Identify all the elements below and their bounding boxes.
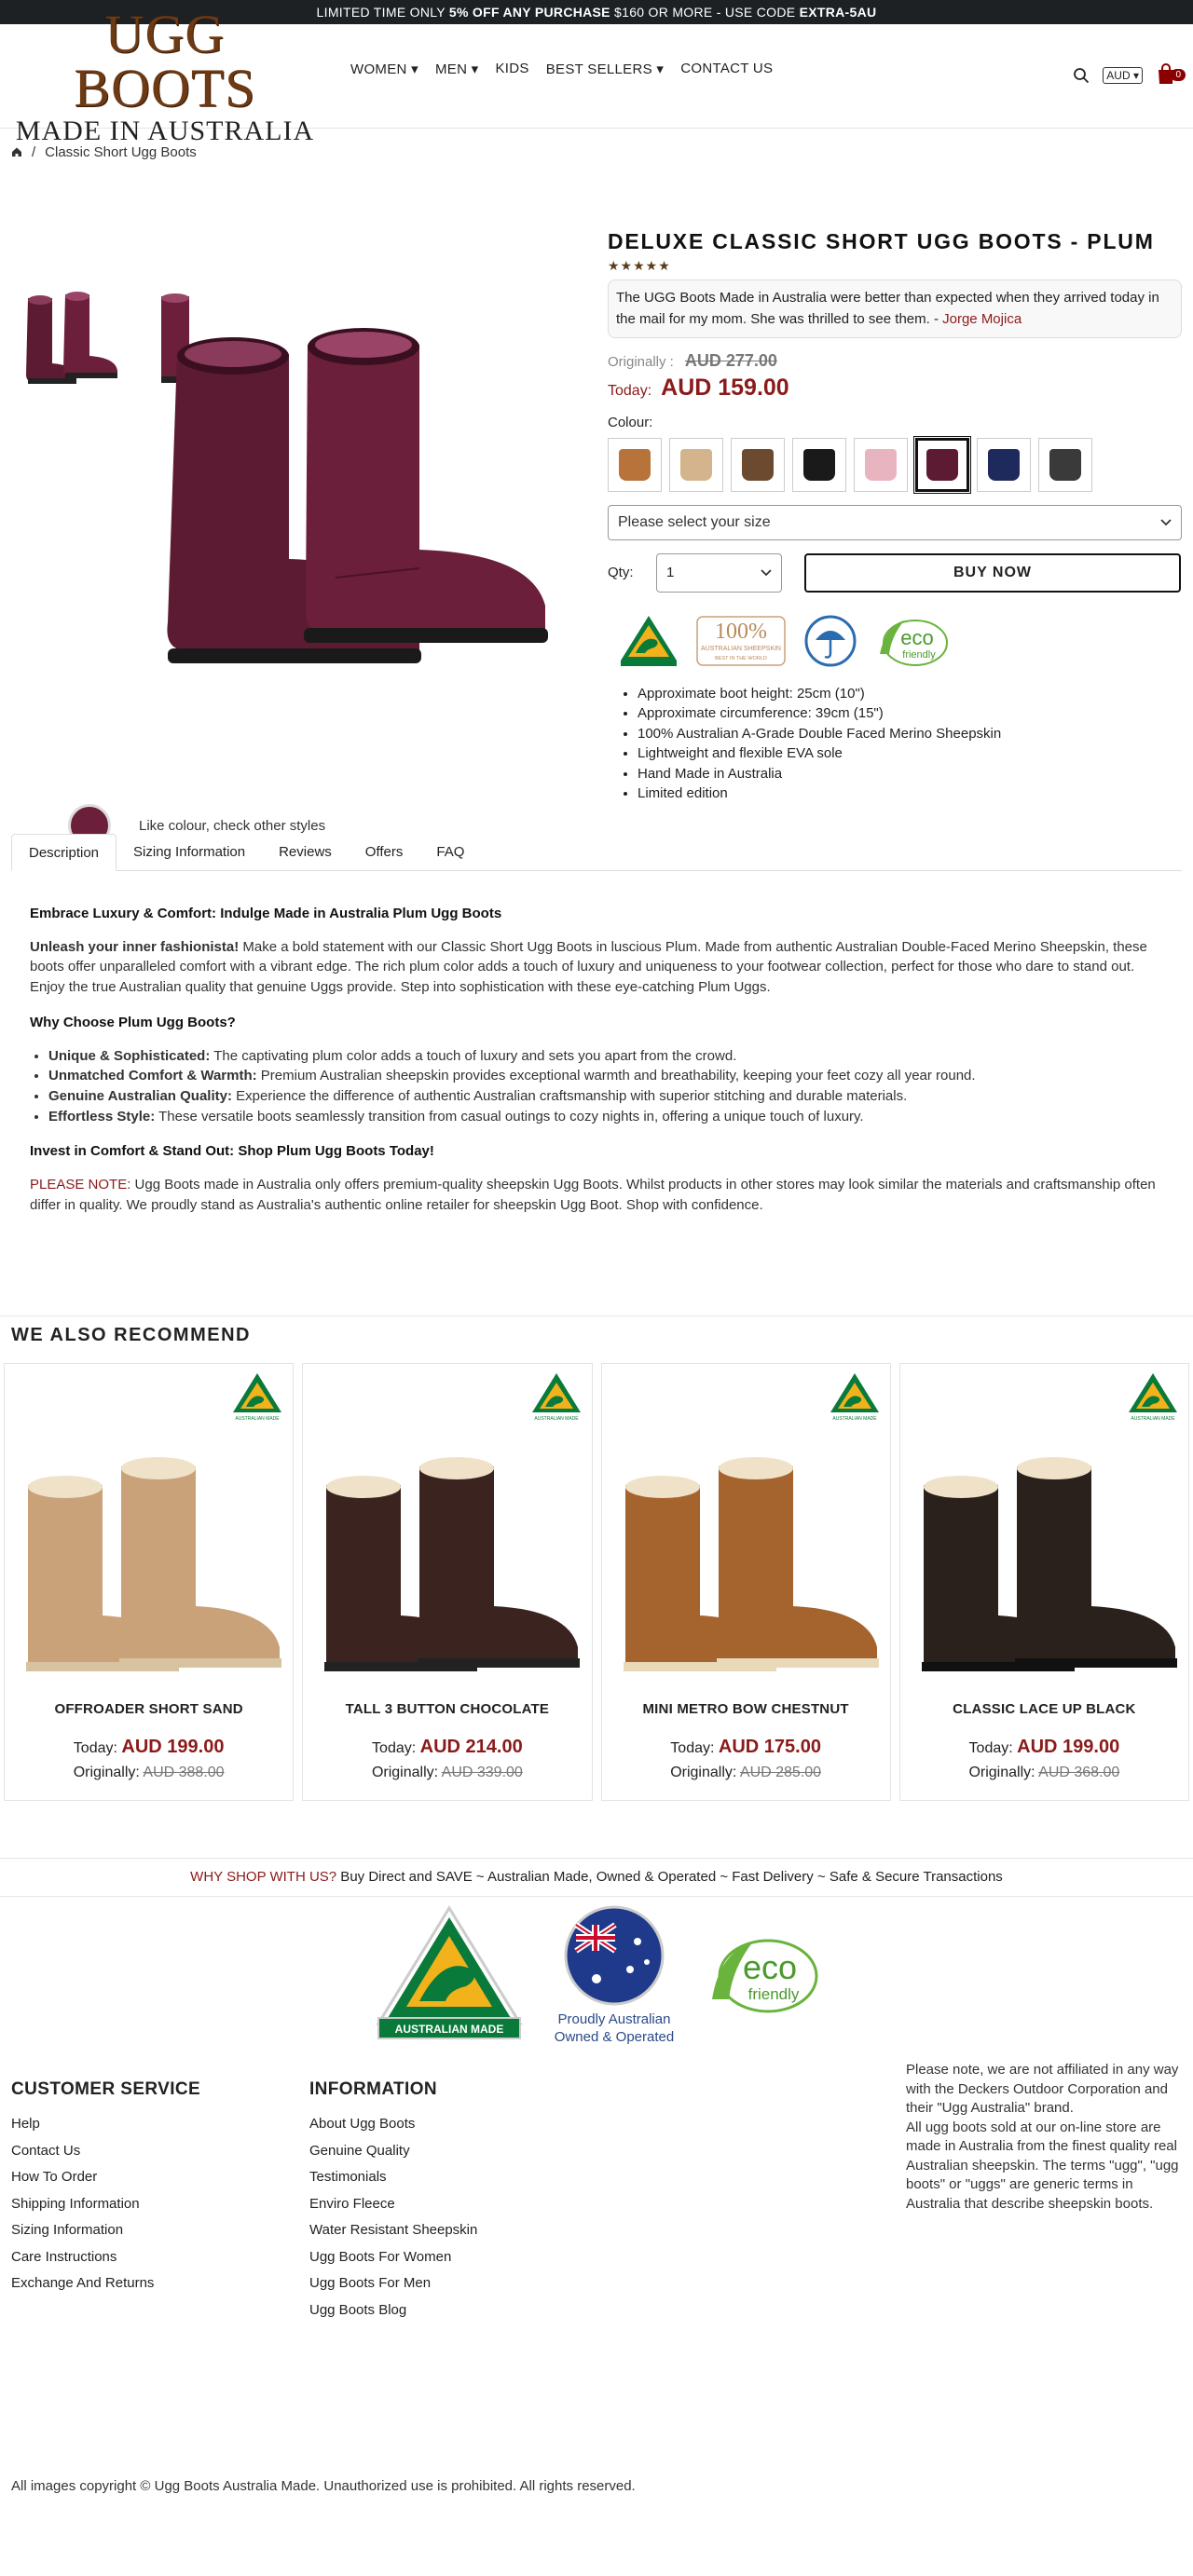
footer-logos <box>373 1904 824 2046</box>
feature-item: • Approximate boot height: 25cm (10") <box>638 684 1182 704</box>
information-link[interactable]: Ugg Boots Blog <box>309 2301 407 2318</box>
why-shop-bar <box>0 1858 1193 1897</box>
breadcrumb-current[interactable]: Classic Short Ugg Boots <box>45 143 197 160</box>
product-card-today <box>303 1737 591 1758</box>
nav-best-sellers[interactable]: BEST SELLERS ▾ <box>545 61 665 77</box>
review-text: The UGG Boots Made in Australia were better than expected when they arrived today in the mail for my mom. She was thrilled to see them. - <box>616 290 1159 328</box>
chevron-down-icon <box>1160 519 1172 526</box>
product-main-image[interactable] <box>149 298 578 801</box>
svg-text:AUSTRALIAN MADE: AUSTRALIAN MADE <box>832 1416 877 1422</box>
thumbnail-side-view[interactable] <box>21 289 137 391</box>
rating-stars[interactable]: ★★★★★ <box>608 258 671 273</box>
invest-heading: Invest in Comfort & Stand Out: Shop Plum Ugg Boots Today! <box>30 1143 434 1160</box>
proudly-australian-badge <box>544 1904 684 2046</box>
product-card[interactable] <box>601 1363 891 1801</box>
lead-text: Make a bold statement with our Classic Short Ugg Boots in luscious Plum. Made from authentic Australian Double-Faced Merino Sheepskin, these boots offer unparalleled comfort with a vibrant edge. The rich plum color adds a touch of luxury and uniqueness to your footwear collection, perfect for those who dare to stand out. Enjoy the true Australian quality that genuine Uggs provide. Step into sophistication with these eye-catching Plum Uggs. <box>30 938 1147 996</box>
recommend-title: WE ALSO RECOMMEND <box>11 1325 251 1345</box>
australian-made-icon <box>829 1371 881 1422</box>
benefit-title: Effortless Style: <box>48 1108 156 1124</box>
benefit-text: These versatile boots seamlessly transition from casual outings to cozy nights in, offering a unique touch of luxury. <box>155 1108 864 1124</box>
swatch-boot-icon <box>1049 449 1081 481</box>
tab-offers[interactable]: Offers <box>364 844 404 860</box>
colour-swatch[interactable] <box>915 438 969 492</box>
customer-service-link[interactable]: Shipping Information <box>11 2195 140 2212</box>
colour-label: Colour: <box>608 414 653 430</box>
swatch-boot-icon <box>926 449 958 481</box>
original-price: AUD 339.00 <box>441 1765 523 1780</box>
benefit-text: Experience the difference of authentic Australian craftsmanship with superior stitching and durable materials. <box>231 1087 908 1104</box>
original-label: Originally: <box>670 1765 737 1780</box>
australian-made-icon <box>530 1371 583 1422</box>
recommendations <box>0 1325 1193 1801</box>
why-choose-heading: Why Choose Plum Ugg Boots? <box>30 1014 236 1030</box>
original-price-label: Originally : <box>608 353 674 370</box>
disclaimer-1: Please note, we are not affiliated in any way with the Deckers Outdoor Corporation and their "Ugg Australia" brand. <box>906 2062 1179 2116</box>
colour-swatch[interactable] <box>977 438 1031 492</box>
feature-item: • 100% Australian A-Grade Double Faced Merino Sheepskin <box>638 724 1182 744</box>
benefit-item <box>48 1046 1169 1067</box>
quantity-row <box>608 553 1182 593</box>
qty-label: Qty: <box>608 565 634 580</box>
feature-item: • Lightweight and flexible EVA sole <box>638 743 1182 764</box>
information-link[interactable]: Ugg Boots For Men <box>309 2275 432 2291</box>
nav-kids[interactable]: KIDS <box>495 60 529 76</box>
customer-service-link[interactable]: Care Instructions <box>11 2248 117 2265</box>
size-select[interactable] <box>608 505 1182 540</box>
benefit-title: Unmatched Comfort & Warmth: <box>48 1068 257 1084</box>
promo-highlight: 5% OFF ANY PURCHASE <box>448 5 610 20</box>
benefit-list <box>30 1046 1169 1127</box>
benefit-item <box>48 1086 1169 1107</box>
benefit-title: Unique & Sophisticated: <box>48 1047 211 1064</box>
today-label: Today: <box>968 1740 1013 1756</box>
product-card-image <box>9 1429 289 1681</box>
currency-select[interactable]: AUD ▾ <box>1103 67 1143 84</box>
footer-information <box>309 2079 477 2324</box>
home-icon[interactable] <box>11 146 22 157</box>
trust-badges <box>608 613 1182 669</box>
feature-item: • Approximate circumference: 39cm (15") <box>638 703 1182 724</box>
swatch-boot-icon <box>742 449 774 481</box>
eco-friendly-logo <box>703 1925 824 2027</box>
svg-text:AUSTRALIAN MADE: AUSTRALIAN MADE <box>533 1416 579 1422</box>
swatch-boot-icon <box>803 449 835 481</box>
today-price-row <box>608 375 1182 402</box>
cart-button[interactable] <box>1156 63 1180 88</box>
information-link[interactable]: Water Resistant Sheepskin <box>309 2222 478 2238</box>
swatch-boot-icon <box>865 449 897 481</box>
australian-made-logo <box>619 614 679 668</box>
today-label: Today: <box>73 1740 117 1756</box>
promo-code: EXTRA-5AU <box>799 5 877 20</box>
proudly-line-2: Owned & Operated <box>554 2029 675 2045</box>
australian-sheepskin-badge <box>693 614 788 668</box>
product-card-name[interactable]: CLASSIC LACE UP BLACK <box>953 1701 1136 1717</box>
nav-women[interactable]: WOMEN ▾ <box>350 61 418 77</box>
description-lead <box>30 937 1169 998</box>
svg-text:AUSTRALIAN MADE: AUSTRALIAN MADE <box>235 1416 280 1422</box>
original-price: AUD 368.00 <box>1038 1765 1120 1780</box>
why-shop-label: WHY SHOP WITH US? <box>190 1869 337 1885</box>
product-card-original <box>900 1765 1188 1781</box>
customer-service-link[interactable]: Help <box>11 2116 40 2132</box>
product-card-image <box>905 1429 1185 1681</box>
information-link[interactable]: Enviro Fleece <box>309 2195 395 2212</box>
svg-text:friendly: friendly <box>747 1985 800 2003</box>
product-card-original <box>602 1765 890 1781</box>
footer-customer-service <box>11 2079 200 2297</box>
header-tools <box>1073 63 1180 88</box>
svg-text:eco: eco <box>900 625 934 649</box>
feature-list <box>608 684 1182 804</box>
product-card-name[interactable]: OFFROADER SHORT SAND <box>54 1701 243 1717</box>
product-tabs <box>11 834 1182 871</box>
swatch-note-text: Like colour, check other styles <box>139 817 326 834</box>
today-price: AUD 214.00 <box>419 1737 523 1757</box>
lead-bold: Unleash your inner fashionista! <box>30 938 240 955</box>
logo-line-2: MADE IN AUSTRALIA <box>15 115 315 146</box>
svg-text:eco: eco <box>742 1948 798 1986</box>
section-divider <box>0 1315 1193 1316</box>
benefit-item <box>48 1107 1169 1127</box>
logo-line-1: UGG BOOTS <box>74 3 256 118</box>
why-shop-text: Buy Direct and SAVE ~ Australian Made, Owned & Operated ~ Fast Delivery ~ Safe & Secure Transactions <box>336 1869 1003 1885</box>
product-card-image <box>607 1429 886 1681</box>
information-link[interactable]: About Ugg Boots <box>309 2116 416 2132</box>
cart-count-badge: 0 <box>1171 69 1186 81</box>
today-price: AUD 175.00 <box>718 1737 821 1757</box>
benefit-item <box>48 1066 1169 1086</box>
today-label: Today: <box>372 1740 417 1756</box>
product-card-today <box>602 1737 890 1758</box>
tab-reviews[interactable]: Reviews <box>279 844 332 860</box>
customer-service-link[interactable]: Sizing Information <box>11 2222 124 2238</box>
information-title: INFORMATION <box>309 2079 438 2099</box>
benefit-title: Genuine Australian Quality: <box>48 1087 232 1104</box>
feature-item: • Hand Made in Australia <box>638 764 1182 784</box>
svg-text:100%: 100% <box>715 619 767 644</box>
australian-made-logo <box>373 1904 526 2044</box>
customer-service-link[interactable]: Contact Us <box>11 2142 81 2159</box>
colour-swatch[interactable] <box>792 438 846 492</box>
australian-made-icon <box>1127 1371 1179 1422</box>
original-price: AUD 388.00 <box>143 1765 225 1780</box>
buy-now-button[interactable]: BUY NOW <box>804 553 1181 593</box>
promo-text: LIMITED TIME ONLY <box>316 5 449 20</box>
information-link[interactable]: Testimonials <box>309 2169 387 2185</box>
original-label: Originally: <box>371 1765 439 1780</box>
note-text: Ugg Boots made in Australia only offers premium-quality sheepskin Ugg Boots. Whilst products in other stores may look similar the materials and craftsmanship often differ in quality. We proudly stand as Australia's authentic online retailer for sheepskin Ugg Boot. Shop with confidence. <box>30 1177 1156 1213</box>
product-card-name[interactable]: TALL 3 BUTTON CHOCOLATE <box>345 1701 550 1717</box>
size-placeholder: Please select your size <box>618 513 771 530</box>
nav-contact-us[interactable]: CONTACT US <box>680 60 774 76</box>
water-resistant-icon <box>803 614 857 668</box>
colour-swatches <box>608 438 1182 492</box>
original-price: AUD 285.00 <box>739 1765 822 1780</box>
today-label: Today: <box>670 1740 715 1756</box>
recommend-list <box>0 1346 1193 1801</box>
australia-flag-globe <box>563 1904 665 2007</box>
product-section <box>0 175 1193 835</box>
note-label: PLEASE NOTE: <box>30 1177 131 1193</box>
product-card[interactable] <box>302 1363 592 1801</box>
eco-friendly-icon <box>872 613 951 669</box>
promo-text-2: $160 OR MORE - USE CODE <box>610 5 800 20</box>
product-title: DELUXE CLASSIC SHORT UGG BOOTS - PLUM <box>608 229 1155 253</box>
product-card-original <box>5 1765 293 1781</box>
main-nav <box>350 61 773 77</box>
customer-service-link[interactable]: Exchange And Returns <box>11 2275 155 2291</box>
review-author: Jorge Mojica <box>942 311 1022 328</box>
colour-swatch[interactable] <box>608 438 662 492</box>
today-price: AUD 199.00 <box>1017 1737 1120 1757</box>
tab-faq[interactable]: FAQ <box>436 844 465 860</box>
colour-swatch[interactable] <box>854 438 908 492</box>
description-panel <box>30 904 1169 1230</box>
svg-text:friendly: friendly <box>902 648 936 661</box>
customer-service-link[interactable]: How To Order <box>11 2169 98 2185</box>
tab-description[interactable]: Description <box>11 834 117 871</box>
original-price: AUD 277.00 <box>684 350 777 370</box>
original-label: Originally: <box>968 1765 1035 1780</box>
product-card[interactable] <box>899 1363 1189 1801</box>
nav-men[interactable]: MEN ▾ <box>434 61 479 77</box>
qty-value: 1 <box>666 565 675 580</box>
proudly-line-1: Proudly Australian <box>557 2011 671 2027</box>
colour-swatch[interactable] <box>731 438 785 492</box>
chevron-down-icon <box>761 569 772 577</box>
search-icon[interactable] <box>1073 67 1090 84</box>
swatch-boot-icon <box>680 449 712 481</box>
qty-select[interactable] <box>656 553 782 593</box>
breadcrumb-separator: / <box>32 143 36 160</box>
today-price-label: Today: <box>608 382 652 399</box>
product-card-name[interactable]: MINI METRO BOW CHESTNUT <box>642 1701 849 1717</box>
svg-text:BEST IN THE WORLD: BEST IN THE WORLD <box>715 655 767 661</box>
site-logo[interactable] <box>11 3 319 146</box>
footer-disclaimer <box>906 2061 1186 2214</box>
featured-review <box>608 279 1182 338</box>
swatch-boot-icon <box>988 449 1020 481</box>
please-note <box>30 1175 1169 1215</box>
product-card-image <box>308 1429 587 1681</box>
customer-service-title: CUSTOMER SERVICE <box>11 2079 201 2099</box>
description-heading: Embrace Luxury & Comfort: Indulge Made in Australia Plum Ugg Boots <box>30 906 502 921</box>
information-link[interactable]: Ugg Boots For Women <box>309 2248 452 2265</box>
today-price: AUD 199.00 <box>121 1737 225 1757</box>
australian-made-icon <box>231 1371 283 1422</box>
benefit-text: Premium Australian sheepskin provides exceptional warmth and breathability, keeping your feet cozy all year round. <box>256 1068 976 1084</box>
svg-text:AUSTRALIAN MADE: AUSTRALIAN MADE <box>1131 1416 1175 1422</box>
swatch-boot-icon <box>619 449 651 481</box>
feature-item: • Limited edition <box>638 784 1182 804</box>
colour-swatch[interactable] <box>669 438 723 492</box>
information-link[interactable]: Genuine Quality <box>309 2142 410 2159</box>
product-card-today <box>900 1737 1188 1758</box>
original-label: Originally: <box>73 1765 140 1780</box>
disclaimer-2: All ugg boots sold at our on-line store are made in Australia from the finest quality real Australian sheepskin. The terms "ugg", "ugg boots" or "uggs" are generic terms in Australia that describe sheepskin boots. <box>906 2119 1179 2212</box>
svg-text:AUSTRALIAN MADE: AUSTRALIAN MADE <box>394 2023 504 2036</box>
original-price-row <box>608 351 1182 371</box>
today-price: AUD 159.00 <box>661 374 789 401</box>
colour-swatch[interactable] <box>1038 438 1092 492</box>
product-card[interactable] <box>4 1363 294 1801</box>
product-info <box>608 224 1182 804</box>
benefit-text: The captivating plum color adds a touch of luxury and sets you apart from the crowd. <box>210 1047 737 1064</box>
copyright: All images copyright © Ugg Boots Australia Made. Unauthorized use is prohibited. All rights reserved. <box>11 2478 636 2494</box>
tab-sizing-information[interactable]: Sizing Information <box>133 844 246 860</box>
product-card-today <box>5 1737 293 1758</box>
svg-text:AUSTRALIAN SHEEPSKIN: AUSTRALIAN SHEEPSKIN <box>701 645 781 652</box>
product-card-original <box>303 1765 591 1781</box>
